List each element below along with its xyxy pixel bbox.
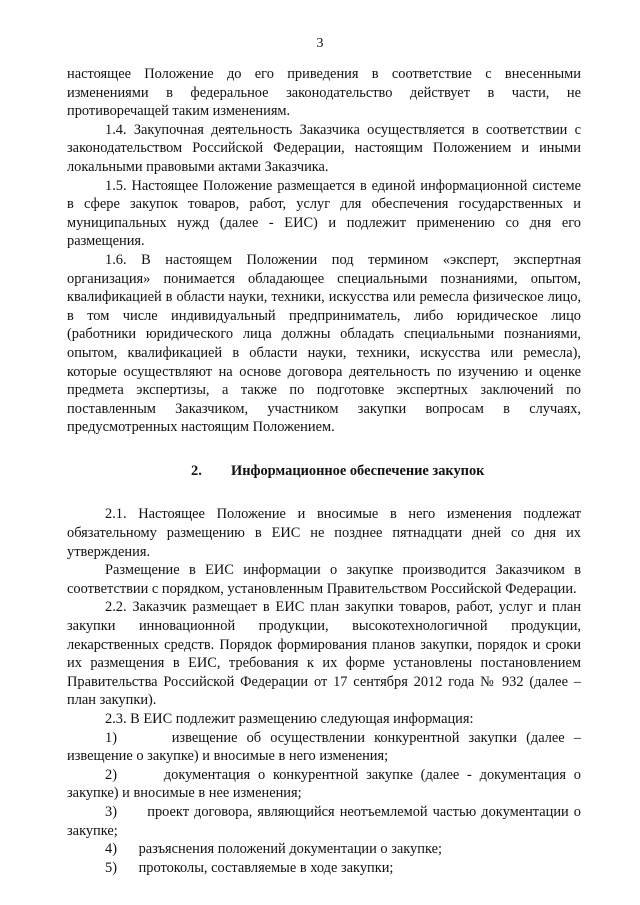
list-item-marker: 1) (105, 729, 117, 746)
list-item-text: извещение об осуществлении конкурентной закупки (далее – извещение о закупке) и вносимые в него изменения; (67, 729, 581, 765)
list-item-marker: 2) (105, 766, 117, 783)
list-item-text: документация о конкурентной закупке (далее - документация о закупке) и вносимые в нее изменения; (67, 766, 581, 802)
section-heading (67, 462, 581, 481)
list-item-text: разъяснения положений документации о закупке; (138, 841, 442, 858)
list-item-text: протоколы, составляемые в ходе закупки; (138, 859, 394, 876)
paragraph-2-1: 2.1. Настоящее Положение и вносимые в него изменения подлежат обязательному размещению в ЕИС не позднее пятнадцати дней со дня их утверждения. (67, 506, 581, 560)
list-item (67, 859, 581, 878)
paragraph-2-2: 2.2. Заказчик размещает в ЕИС план закупки товаров, работ, услуг и план закупки инновационной продукции, высокотехнологичной продукции, лекарственных средств. Порядок формирования планов закупки, порядок и сроки их размещения в ЕИС, требования к их форме установлены постановлением Правительства Российской Федерации от 17 сентября 2012 года № 932 (далее – план закупки). (67, 599, 581, 709)
info-list (67, 729, 581, 878)
paragraph-1-6: 1.6. В настоящем Положении под термином «эксперт, экспертная организация» понимается обладающее специальными познаниями, опытом, квалификацией в области науки, техники, искусства или ремесла физическое лицо, в том числе индивидуальный предприниматель, либо юридическое лицо (работники юридического лица должны обладать специальными познаниями, опытом, квалификацией в области науки, техники, искусства или ремесла), которые осуществляют на основе договора деятельность по изучению и оценке предмета экспертизы, а также по подготовке экспертных заключений по поставленным Заказчиком, участником закупки вопросам в случаях, предусмотренных настоящим Положением. (67, 251, 581, 436)
paragraph-2-3: 2.3. В ЕИС подлежит размещению следующая информация: (105, 711, 474, 727)
paragraph-continuation: настоящее Положение до его приведения в соответствие с внесенными изменениями в федеральное законодательство действует в части, не противоречащей таким изменениям. (67, 66, 581, 120)
list-item (67, 766, 581, 803)
list-item-marker: 3) (105, 803, 117, 820)
list-item-marker: 4) (105, 841, 117, 858)
paragraph-1-4: 1.4. Закупочная деятельность Заказчика осуществляется в соответствии с законодательством Российской Федерации, настоящим Положением и иными локальными правовыми актами Заказчика. (67, 121, 581, 175)
section-number: 2. (191, 462, 202, 479)
document-body (67, 65, 581, 877)
list-item-marker: 5) (105, 859, 117, 876)
paragraph-2-1-placement: Размещение в ЕИС информации о закупке производится Заказчиком в соответствии с порядком, установленным Правительством Российской Федерации. (67, 562, 581, 597)
list-item (67, 729, 581, 766)
page-number: 3 (316, 36, 324, 51)
list-item (67, 840, 581, 859)
section-title: Информационное обеспечение закупок (231, 462, 485, 479)
paragraph-1-5: 1.5. Настоящее Положение размещается в единой информационной системе в сфере закупок товаров, работ, услуг для обеспечения государственных и муниципальных нужд (далее - ЕИС) и подлежит применению со дня его размещения. (67, 177, 581, 250)
list-item (67, 803, 581, 840)
list-item-text: проект договора, являющийся неотъемлемой частью документации о закупке; (67, 803, 581, 839)
